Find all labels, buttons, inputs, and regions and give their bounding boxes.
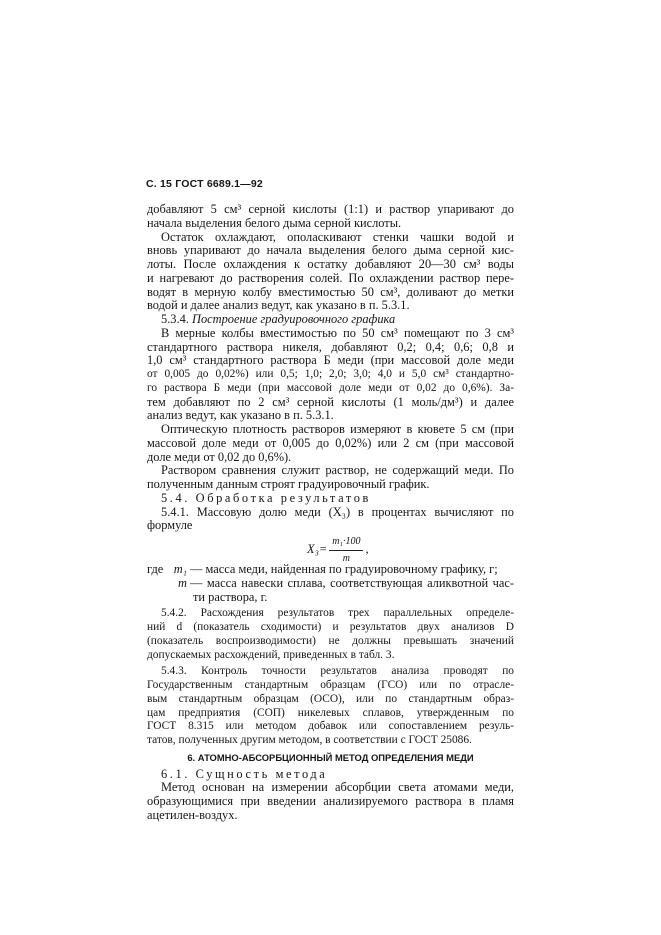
text-line: 5.4.2. Расхождения результатов трех параллельных определе-	[161, 607, 514, 620]
text-line: от 0,005 до 0,02%) или 0,5; 1,0; 2,0; 3,0; 4,0 и 5,0 см³ стандартно-	[147, 368, 514, 380]
text-line: тем добавляют по 2 см³ серной кислоты (1 моль/дм³) и далее	[147, 394, 514, 409]
variable-description: — масса меди, найденная по градуировочному графику, г;	[190, 562, 498, 576]
text-line: формуле	[147, 518, 193, 533]
subsection-heading	[147, 313, 514, 327]
text-line: доле меди от 0,02 до 0,6%).	[147, 449, 292, 464]
variable-symbol: m	[178, 575, 187, 590]
text-line: Остаток охлаждают, ополаскивают стенки чашки водой и	[161, 229, 514, 244]
text-line: 1,0 см³ стандартного раствора Б меди (при массовой доле меди	[147, 353, 514, 368]
text-line: полученным данным строят градуировочный график.	[147, 477, 430, 491]
text-line: массовой доле меди от 0,005 до 0,02%) или 2 см (при массовой	[147, 435, 514, 450]
text-line: вым стандартным образцам (ОСО), или по стандартным образ-	[147, 692, 514, 705]
document-body	[147, 203, 514, 823]
text-line: вновь упаривают до начала выделения белого дыма серной кис-	[147, 243, 514, 258]
text-line: Государственным стандартным образцам (ГСО) или по отрасле-	[147, 679, 514, 691]
text-line: Оптическую плотность растворов измеряют в кювете 5 см (при	[161, 422, 514, 436]
formula-numerator: m₁·100	[329, 535, 363, 551]
formula-denominator: m	[342, 552, 350, 564]
text-line: анализ ведут, как указано в п. 5.3.1.	[147, 408, 334, 423]
text-line: В мерные колбы вместимостью по 50 см³ помещают по 3 см³	[161, 325, 514, 340]
subsection-number: 5.3.4.	[161, 312, 189, 326]
text-line: и нагревают до растворения солей. По охлаждении раствор пере-	[147, 270, 514, 285]
text-line: добавляют 5 см³ серной кислоты (1:1) и раствор упаривают до	[147, 202, 514, 216]
text-line: водой и далее анализ ведут, как указано в п. 5.3.1.	[147, 298, 410, 313]
page-header: С. 15 ГОСТ 6689.1—92	[146, 178, 263, 190]
text-line: ГОСТ 8.315 или методом добавок или сопоставлением резуль-	[147, 720, 514, 733]
text-line: цам предприятия (СОП) никелевых сплавов, утвержденным по	[147, 706, 514, 719]
text-line: допускаемых расхождений, приведенных в табл. 3.	[147, 648, 395, 661]
where-intro: где	[147, 562, 164, 576]
variable-description: — масса навески сплава, соответствующая аликвотной час-	[190, 575, 514, 590]
text-line: ацетилен-воздух.	[147, 807, 238, 822]
variable-description: ти раствора, г.	[193, 589, 268, 604]
subsection-heading: 6.1. Сущность метода	[161, 766, 328, 781]
text-line: Метод основан на измерении абсорбции света атомами меди,	[161, 780, 514, 795]
subsection-title: Построение градуировочного графика	[192, 312, 396, 326]
text-line: (показатель воспроизводимости) не должны превышать значений	[147, 634, 514, 647]
formula-lhs: X₃=	[307, 542, 328, 557]
text-line: го раствора Б меди (при массовой доле меди от 0,02 до 0,6%). За-	[147, 381, 514, 394]
text-line: 5.4.1. Массовую долю меди (X₃) в процентах вычисляют по	[161, 504, 514, 519]
text-line: 5.4.3. Контроль точности результатов анализа проводят по	[161, 665, 514, 678]
text-line: образующимися при введении анализируемого раствора в пламя	[147, 794, 514, 808]
text-line: Раствором сравнения служит раствор, не содержащий меди. По	[161, 463, 514, 478]
text-line: стандартного раствора никеля, добавляют 0,2; 0,4; 0,6; 0,8 и	[147, 339, 514, 354]
text-line: лоты. После охлаждения к остатку добавляют 20—30 см³ воды	[147, 257, 514, 271]
text-line: татов, полученных другим методом, в соответствии с ГОСТ 25086.	[147, 734, 472, 746]
text-line: водят в мерную колбу вместимостью 50 см³, доливают до метки	[147, 284, 514, 299]
variable-legend	[147, 563, 514, 604]
text-line: ний d (показатель сходимости) и результатов двух анализов D	[147, 621, 514, 633]
text-line: начала выделения белого дыма серной кислоты.	[147, 215, 402, 230]
subsection-heading: 5.4. Обработка результатов	[161, 490, 371, 505]
formula-tail: ,	[365, 542, 369, 557]
formula	[147, 533, 514, 563]
section-heading: 6. АТОМНО-АБСОРБЦИОННЫЙ МЕТОД ОПРЕДЕЛЕНИЯ МЕДИ	[187, 751, 474, 763]
variable-symbol: m₁	[173, 562, 187, 576]
